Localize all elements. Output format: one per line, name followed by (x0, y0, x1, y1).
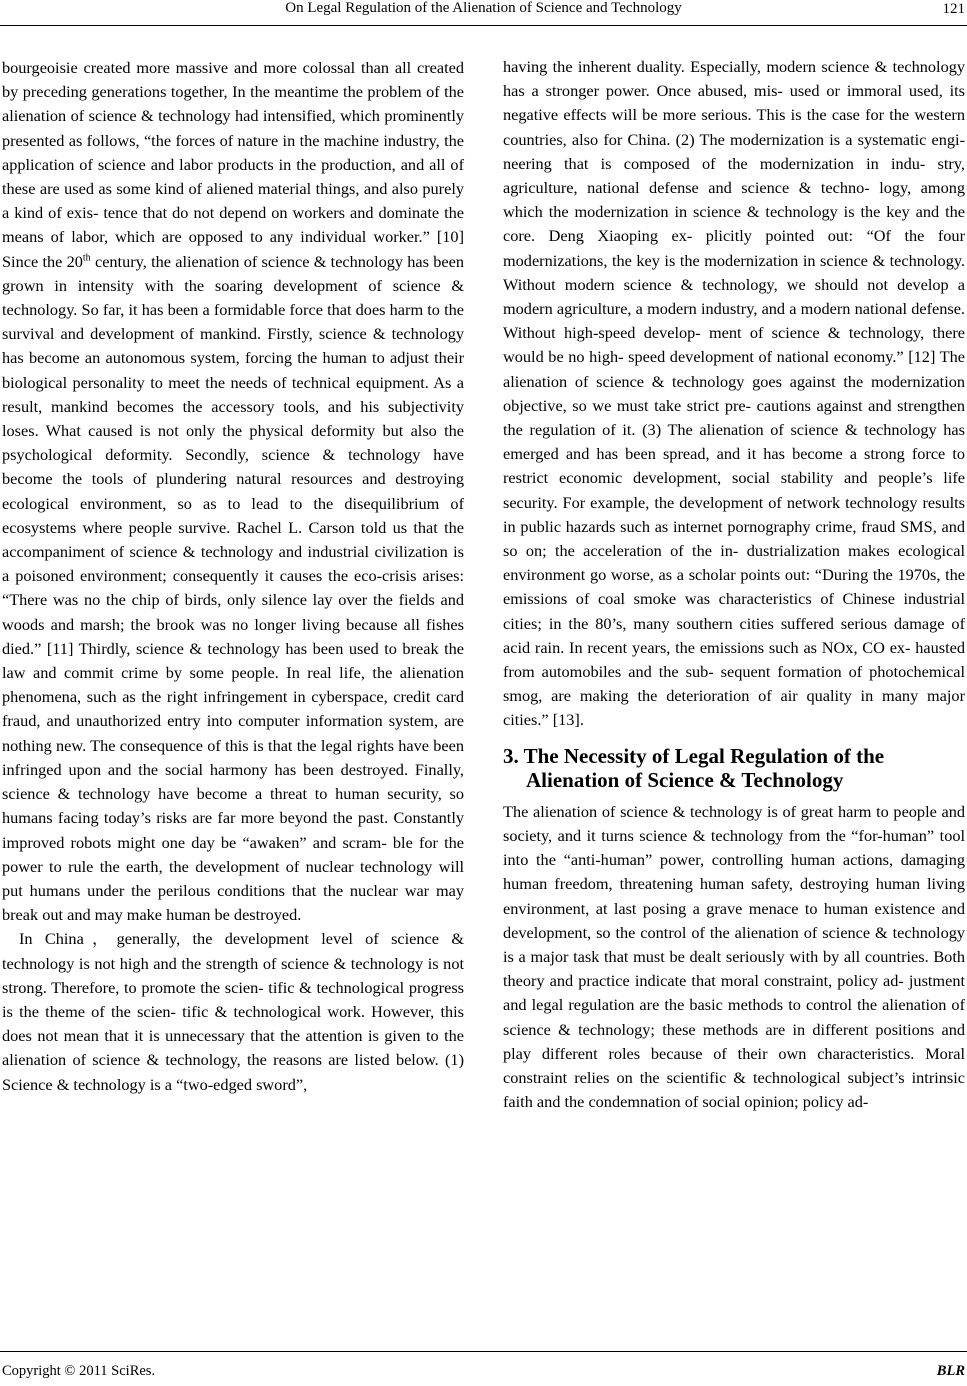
right-column (503, 55, 965, 1114)
journal-abbreviation: BLR (936, 1363, 965, 1379)
paragraph-alienation-history (2, 56, 464, 927)
page-number: 121 (942, 1, 965, 17)
page-footer (0, 1351, 967, 1386)
page-header (0, 0, 967, 25)
paragraph-duality: having the inherent duality. Especially, modern science & technology has a stronger power. Once abused, mis- used or immoral used, its negative effects will be more serious. This is the case for the western countries, also for China. (2) The modernization is a systematic engi- neering that is composed of the modernization in indu- stry, agriculture, national defense and science & techno- logy, among which the modernization in science & technology is the key and the core. Deng Xiaoping ex- plicitly pointed out: “Of the four modernizations, the key is the modernization in science & technology. Without modern science & technology, we should not develop a modern agriculture, a modern industry, and a modern national defense. Without high-speed develop- ment of science & technology, there would be no high- speed development of national economy.” [12] The alienation of science & technology goes against the modernization objective, so we must take strict pre- cautions against and strengthen the regulation of it. (3) The alienation of science & technology has emerged and has been spread, and it has become a strong force to restrict economic development, social stability and people’s life security. For example, the development of network technology results in public hazards such as internet pornography crime, fraud SMS, and so on; the acceleration of the in- dustrialization makes ecological environment go worse, as a scholar points out: “During the 1970s, the emissions of coal smoke was characteristics of Chinese industrial cities; in the 80’s, many southern cities suffered serious damage of acid rain. In recent years, the emissions such as NOx, CO ex- hausted from automobiles and the sub- sequent formation of photochemical smog, are making the deterioration of air quality in many major cities.” [13]. (503, 57, 965, 730)
section-heading: 3. The Necessity of Legal Regulation of the Alienation of Science & Technology (503, 743, 885, 792)
running-title: On Legal Regulation of the Alienation of Science and Technology (285, 0, 682, 16)
superscript-th: th (82, 252, 91, 264)
footer-rule (0, 1351, 967, 1352)
left-column (2, 56, 464, 1097)
copyright-notice: Copyright © 2011 SciRes. (2, 1363, 156, 1379)
header-rule (0, 25, 967, 26)
paragraph-china: In China，generally, the development level of science & technology is not high and the strength of science & technology is not strong. Therefore, to promote the scien- tific & technological progress is the theme of the scien- tific & technological work. However, this does not mean that it is unnecessary that the attention is given to the alienation of science & technology, the reasons are listed below. (1) Science & technology is a “two-edged sword”, (2, 929, 464, 1094)
paragraph-necessity: The alienation of science & technology is of great harm to people and society, and it turns science & technology from the “for-human” tool into the “anti-human” power, controlling human actions, damaging human freedom, threatening human safety, destroying human living environment, at last posing a grave menace to human existence and development, so the control of the alienation of science & technology is a major task that must be dealt seriously with by all countries. Both theory and practice indicate that moral constraint, policy ad- justment and legal regulation are the basic methods to control the alienation of science & technology; these methods are in different positions and play different roles because of their own characteristics. Moral constraint relies on the scientific & technological subject’s intrinsic faith and the condemnation of social opinion; policy ad- (503, 801, 965, 1112)
paragraph-text-continued: century, the alienation of science & technology has been grown in intensity with the soaring development of science & technology. So far, it has been a formidable force that does harm to the survival and development of mankind. Firstly, science & technology has become an autonomous system, forcing the human to adjust their biological personality to meet the needs of technical equipment. As a result, mankind becomes the accessory tools, and his subjectivity loses. What caused is not only the physical deformity but also the psychological deformity. Secondly, science & technology have become the tools of plundering natural resources and destroying ecological environment, so as to lead to the disequilibrium of ecosystems where people survive. Rachel L. Carson told us that the accompaniment of science & technology and industrial civilization is a poisoned environment; consequently it causes the eco-crisis arises: “There was no the chip of birds, only silence lay over the fields and woods and marsh; the brook was no longer living because all fishes died.” [11] Thirdly, science & technology has been used to break the law and commit crime by some people. In real life, the alienation phenomena, such as the right infringement in cyberspace, credit card fraud, and unauthorized entry into computer information system, are nothing new. The consequence of this is that the legal rights have been infringed upon and the social harmony has been destroyed. Finally, science & technology have become a threat to human security, so humans facing today’s risks are far more beyond the past. Constantly improved robots might one day be “awaken” and scram- ble for the power to rule the earth, the development of nuclear technology will put humans under the perilous conditions that the nuclear war may break out and may make human be destroyed. (2, 251, 465, 925)
paragraph-text: bourgeoisie created more massive and more colossal than all created by preceding generations together, In the meantime the problem of the alienation of science & technology had intensified, which prominently presented as follows, “the forces of nature in the machine industry, the application of science and labor products in the production, and all of these are used as some kind of aliened material things, and also purely a kind of exis- tence that do not depend on workers and dominate the means of labor, which are opposed to any individual worker.” [10] Since the 20 (2, 58, 464, 271)
